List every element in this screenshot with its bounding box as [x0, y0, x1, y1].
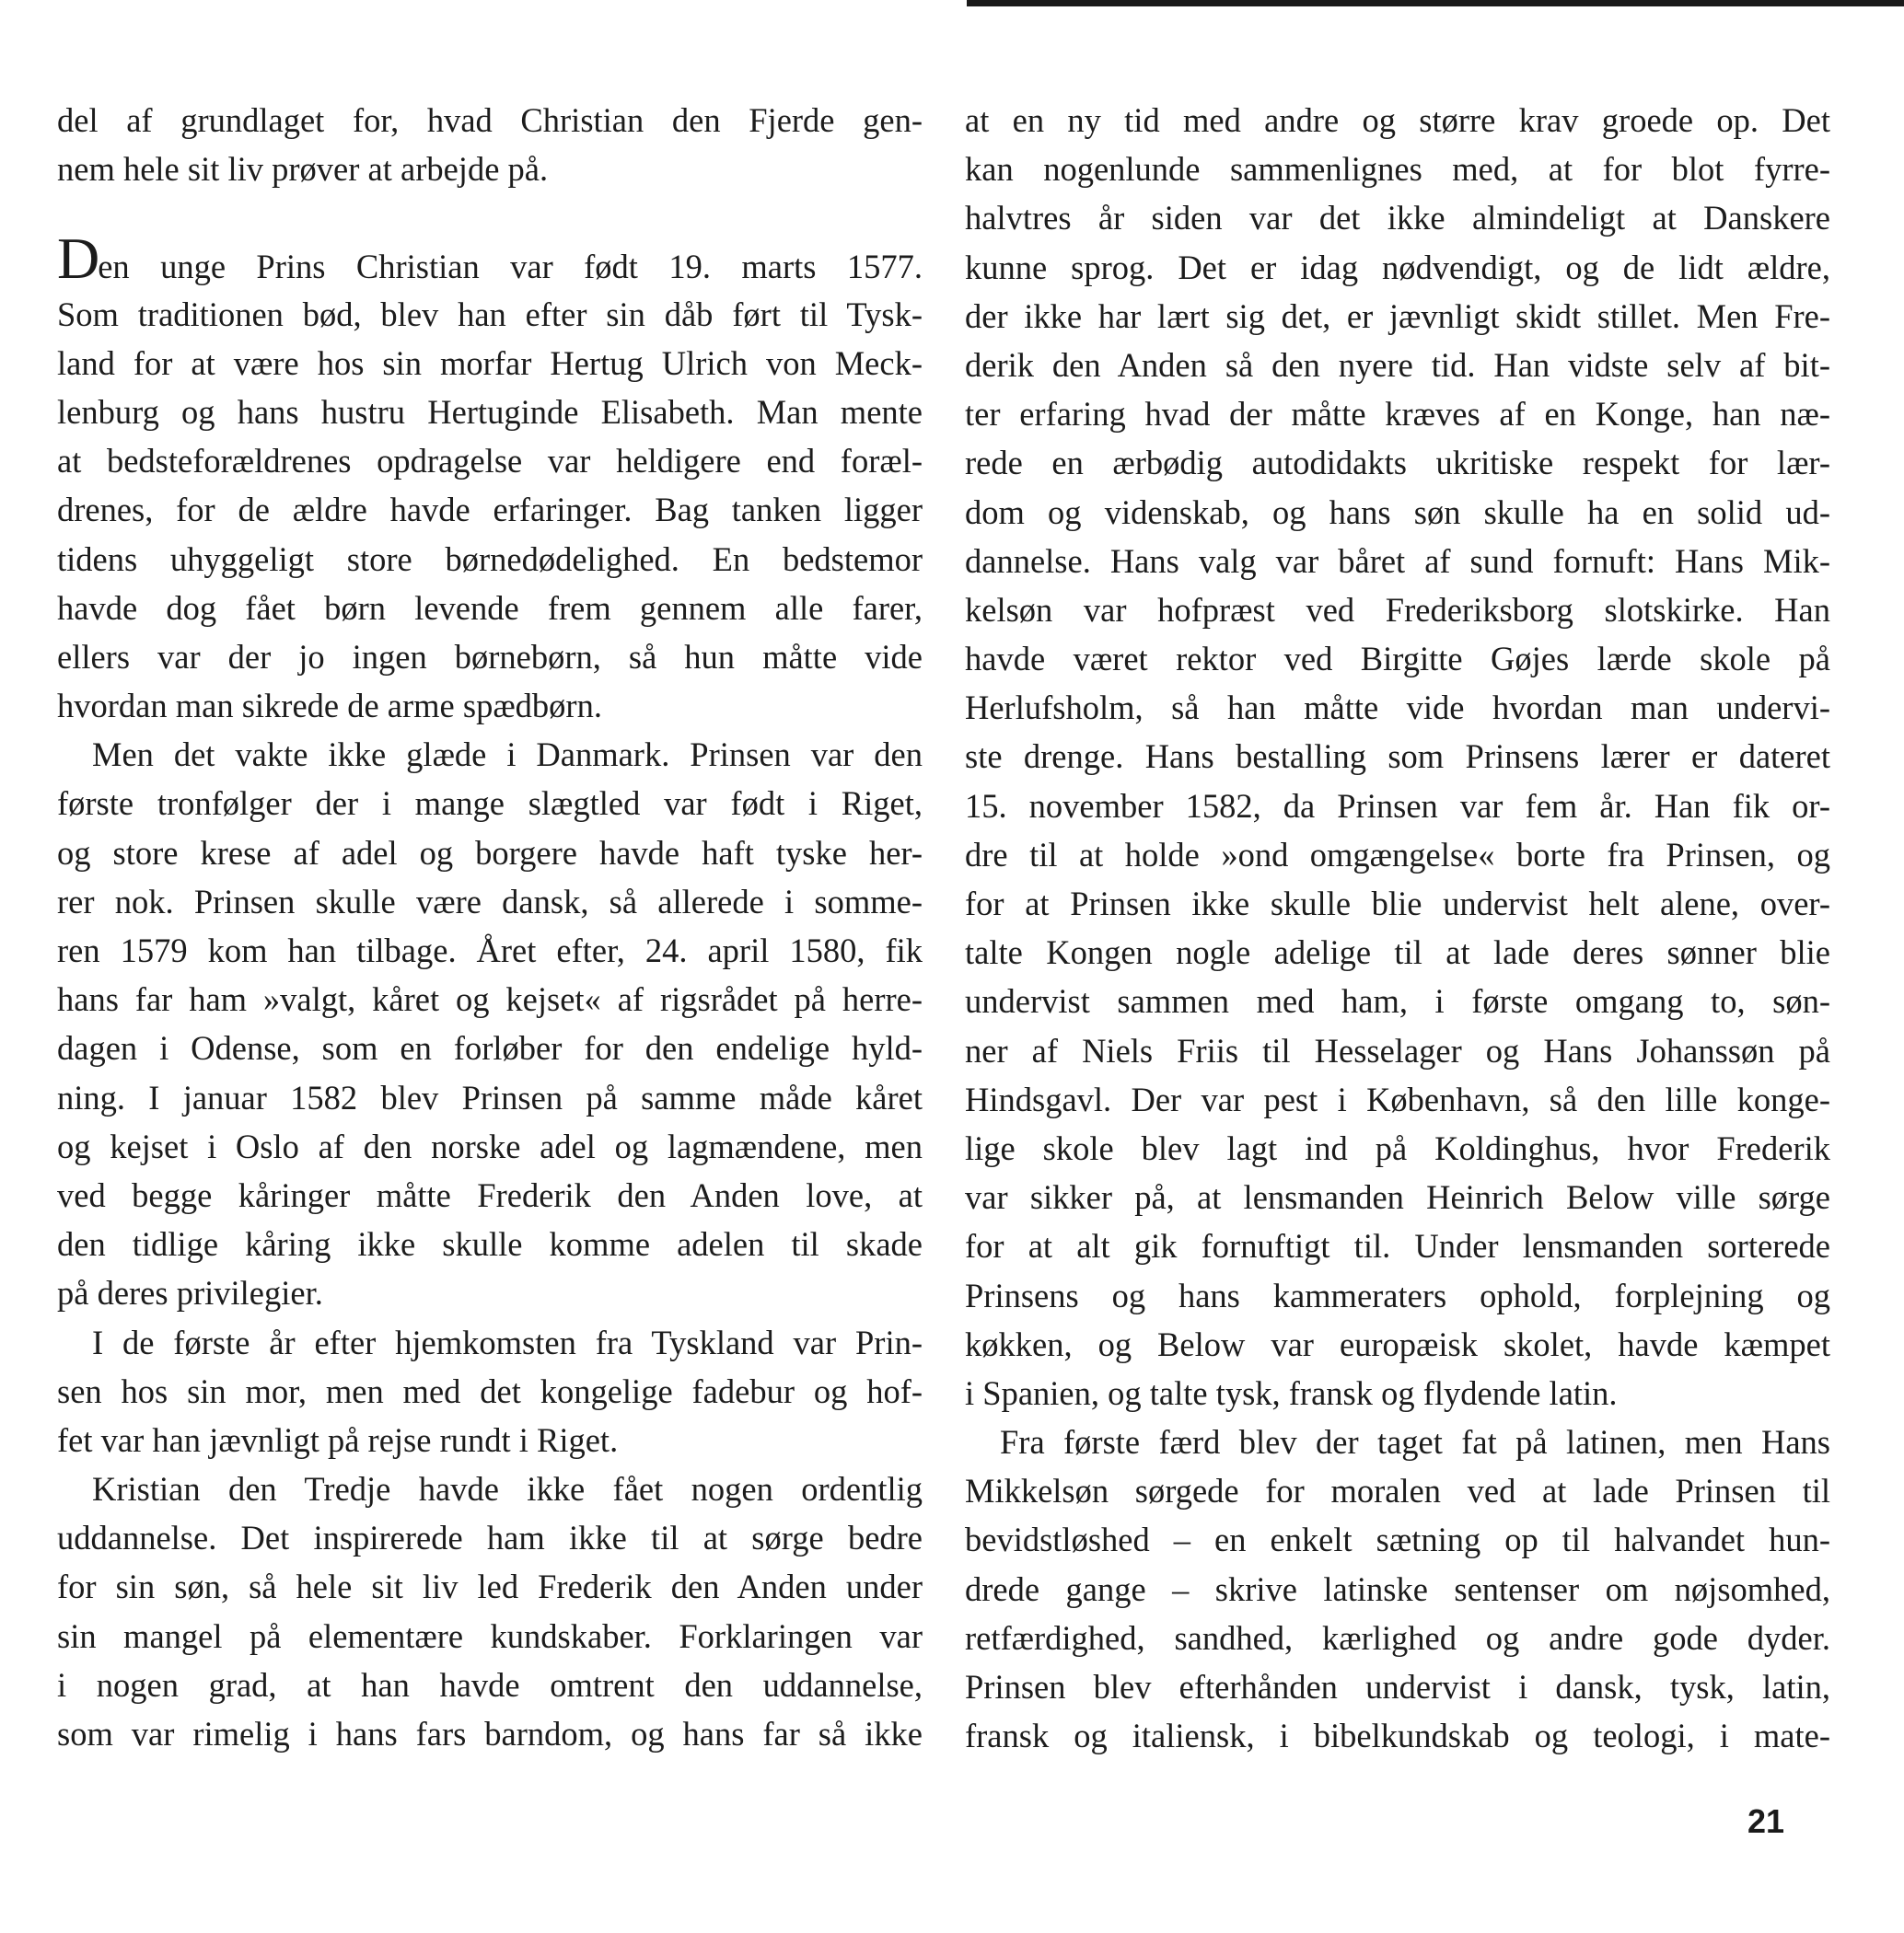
text-line: for at Prinsen ikke skulle blie undervist helt alene, over-	[965, 885, 1830, 922]
text-line: Som traditionen bød, blev han efter sin dåb ført til Tysk-	[57, 295, 923, 333]
text-line-drop-cap	[57, 226, 923, 292]
text-line: Kristian den Tredje havde ikke fået nogen ordentlig	[92, 1470, 923, 1509]
text-line: ter erfaring hvad der måtte kræves af en Konge, han næ-	[965, 395, 1830, 434]
text-line: talte Kongen nogle adelige til at lade deres sønner blie	[965, 933, 1830, 972]
text-line: kunne sprog. Det er idag nødvendigt, og de lidt ældre,	[965, 248, 1830, 286]
text-line: sen hos sin mor, men med det kongelige fadebur og hof-	[57, 1372, 923, 1410]
text-line: fet var han jævnligt på rejse rundt i Riget.	[57, 1420, 619, 1459]
text-line: uddannelse. Det inspirerede ham ikke til at sørge bedre	[57, 1519, 923, 1557]
text-line: første tronfølger der i mange slægtled var født i Riget,	[57, 784, 923, 823]
right-column	[965, 96, 1830, 1760]
text-line: lige skole blev lagt ind på Koldinghus, hvor Frederik	[965, 1129, 1830, 1167]
text-line: at bedsteforældrenes opdragelse var heldigere end foræl-	[57, 442, 923, 480]
text-line: nem hele sit liv prøver at arbejde på.	[57, 150, 549, 189]
text-line: lenburg og hans hustru Hertuginde Elisabeth. Man mente	[57, 392, 923, 431]
text-line: ste drenge. Hans bestalling som Prinsens lærer er dateret	[965, 737, 1830, 776]
text-line: ren 1579 kom han tilbage. Året efter, 24. april 1580, fik	[57, 932, 923, 969]
text-line: Fra første færd blev der taget fat på latinen, men Hans	[1000, 1423, 1830, 1462]
text-line: 15. november 1582, da Prinsen var fem år. Han fik or-	[965, 786, 1830, 825]
text-line: dom og videnskab, og hans søn skulle ha en solid ud-	[965, 492, 1830, 531]
text-line: rede en ærbødig autodidakts ukritiske respekt for lær-	[965, 444, 1830, 482]
text-line: for sin søn, så hele sit liv led Frederik den Anden under	[57, 1568, 923, 1606]
drop-cap-line-text: en unge Prins Christian var født 19. marts 1577.	[98, 248, 923, 286]
text-line: der ikke har lært sig det, er jævnligt skidt stillet. Men Fre-	[965, 296, 1830, 335]
text-line: retfærdighed, sandhed, kærlighed og andre gode dyder.	[965, 1618, 1830, 1657]
text-line: hans far ham »valgt, kåret og kejset« af rigsrådet på herre-	[57, 980, 923, 1019]
text-line: på deres privilegier.	[57, 1274, 323, 1313]
text-line: I de første år efter hjemkomsten fra Tyskland var Prin-	[92, 1323, 923, 1361]
text-line: hvordan man sikrede de arme spædbørn.	[57, 687, 602, 725]
text-line: dannelse. Hans valg var båret af sund fornuft: Hans Mik-	[965, 541, 1830, 580]
text-line: dre til at holde »ond omgængelse« borte fra Prinsen, og	[965, 835, 1830, 874]
text-line: undervist sammen med ham, i første omgang to, søn-	[965, 982, 1830, 1021]
text-line: var sikker på, at lensmanden Heinrich Below ville sørge	[965, 1178, 1830, 1217]
section-gap	[57, 193, 923, 240]
text-line: kan nogenlunde sammenlignes med, at for blot fyrre-	[965, 150, 1830, 189]
text-line: derik den Anden så den nyere tid. Han vidste selv af bit-	[965, 345, 1830, 384]
page-number: 21	[1747, 1802, 1785, 1840]
text-line: drenes, for de ældre havde erfaringer. Bag tanken ligger	[57, 491, 923, 529]
drop-cap: D	[57, 226, 99, 292]
text-line: for at alt gik fornuftigt til. Under lensmanden sorterede	[965, 1227, 1830, 1266]
text-line: havde været rektor ved Birgitte Gøjes lærde skole på	[965, 640, 1830, 678]
text-line: Men det vakte ikke glæde i Danmark. Prinsen var den	[92, 735, 923, 774]
text-line: ner af Niels Friis til Hesselager og Hans Johanssøn på	[965, 1031, 1830, 1070]
text-line: drede gange – skrive latinske sentenser om nøjsomhed,	[965, 1569, 1830, 1608]
text-line: del af grundlaget for, hvad Christian den Fjerde gen-	[57, 101, 923, 139]
text-line: tidens uhyggeligt store børnedødelighed. En bedstemor	[57, 539, 923, 578]
text-line: køkken, og Below var europæisk skolet, havde kæmpet	[965, 1325, 1830, 1363]
text-line: Hindsgavl. Der var pest i København, så den lille konge-	[965, 1080, 1830, 1118]
text-line: rer nok. Prinsen skulle være dansk, så allerede i somme-	[57, 882, 923, 920]
left-column	[57, 96, 923, 1758]
text-line: den tidlige kåring ikke skulle komme adelen til skade	[57, 1225, 923, 1264]
text-line: og kejset i Oslo af den norske adel og lagmændene, men	[57, 1127, 923, 1165]
text-line: ning. I januar 1582 blev Prinsen på samme måde kåret	[57, 1078, 923, 1117]
text-line: ellers var der jo ingen børnebørn, så hun måtte vide	[57, 637, 923, 676]
text-line: Prinsen blev efterhånden undervist i dansk, tysk, latin,	[965, 1668, 1830, 1706]
text-line: som var rimelig i hans fars barndom, og hans far så ikke	[57, 1715, 923, 1753]
text-line: kelsøn var hofpræst ved Frederiksborg slotskirke. Han	[965, 590, 1830, 629]
text-line: sin mangel på elementære kundskaber. Forklaringen var	[57, 1616, 923, 1655]
text-line: ved begge kåringer måtte Frederik den Anden love, at	[57, 1175, 923, 1214]
text-line: Herlufsholm, så han måtte vide hvordan man undervi-	[965, 689, 1830, 727]
text-line: i nogen grad, at han havde omtrent den uddannelse,	[57, 1665, 923, 1704]
text-line: og store krese af adel og borgere havde haft tyske her-	[57, 833, 923, 872]
text-line: havde dog fået børn levende frem gennem alle farer,	[57, 588, 923, 627]
text-line: Mikkelsøn sørgede for moralen ved at lade Prinsen til	[965, 1472, 1830, 1511]
text-line: bevidstløshed – en enkelt sætning op til halvandet hun-	[965, 1521, 1830, 1559]
text-line: halvtres år siden var det ikke almindeligt at Danskere	[965, 199, 1830, 237]
text-line: Prinsens og hans kammeraters ophold, forplejning og	[965, 1276, 1830, 1314]
text-line: at en ny tid med andre og større krav groede op. Det	[965, 101, 1830, 139]
text-line: fransk og italiensk, i bibelkundskab og teologi, i mate-	[965, 1717, 1830, 1755]
top-rule	[967, 0, 1904, 6]
text-line: land for at være hos sin morfar Hertug Ulrich von Meck-	[57, 343, 923, 382]
text-line: dagen i Odense, som en forløber for den endelige hyld-	[57, 1029, 923, 1068]
text-line: i Spanien, og talte tysk, fransk og flydende latin.	[965, 1373, 1618, 1412]
